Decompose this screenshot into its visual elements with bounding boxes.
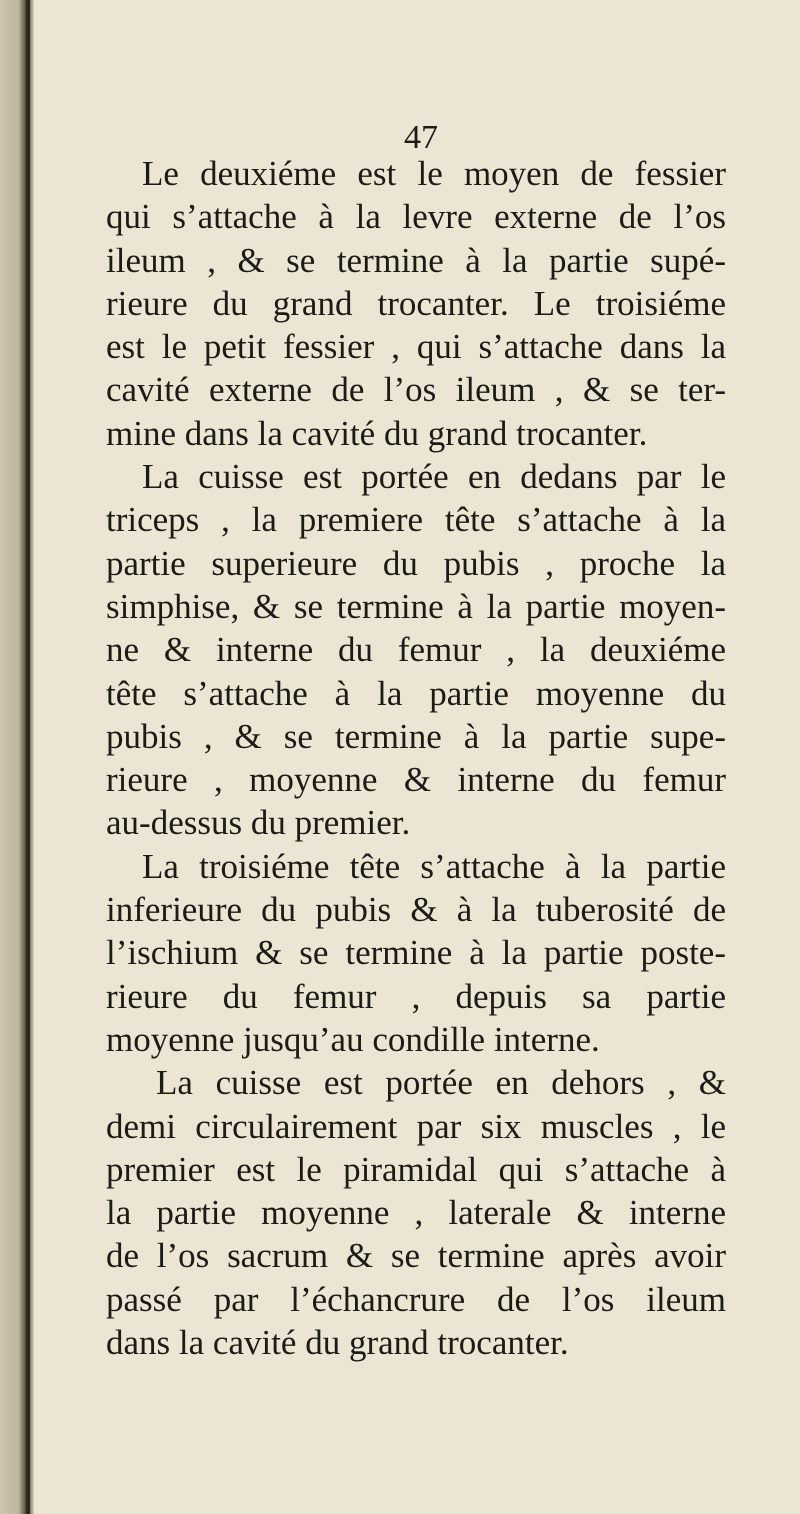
text-line: ne & interne du femur , la deuxiéme <box>106 630 726 670</box>
paragraph <box>106 1061 726 1364</box>
text-line: La troisiéme tête s’attache à la partie <box>142 846 726 886</box>
text-line: La cuisse est portée en dedans par le <box>142 457 726 497</box>
text-line: La cuisse est portée en dehors , & <box>156 1063 726 1103</box>
spine-edge <box>26 0 30 1514</box>
text-line: simphise, & se termine à la partie moyen- <box>106 586 726 626</box>
text-line: dans la cavité du grand trocanter. <box>106 1323 569 1363</box>
text-line: ileum , & se termine à la partie supé- <box>106 240 726 280</box>
text-line: au-dessus du premier. <box>106 803 411 843</box>
text-line: inferieure du pubis & à la tuberosité de <box>106 890 726 930</box>
page-number: 47 <box>404 119 438 156</box>
text-line: passé par l’échancrure de l’os ileum <box>106 1279 726 1319</box>
text-line: premier est le piramidal qui s’attache à <box>106 1149 726 1189</box>
text-line: rieure du femur , depuis sa partie <box>106 976 726 1016</box>
text-line: pubis , & se termine à la partie supe- <box>106 716 726 756</box>
body-text <box>106 152 726 1364</box>
text-line: tête s’attache à la partie moyenne du <box>106 673 726 713</box>
text-line: de l’os sacrum & se termine après avoir <box>106 1236 726 1276</box>
text-line: qui s’attache à la levre externe de l’os <box>106 197 726 237</box>
text-line: la partie moyenne , laterale & interne <box>106 1193 726 1233</box>
text-line: rieure , moyenne & interne du femur <box>106 760 726 800</box>
text-line: Le deuxiéme est le moyen de fessier <box>142 154 726 193</box>
text-line: moyenne jusqu’au condille interne. <box>106 1019 600 1059</box>
text-line: triceps , la premiere tête s’attache à la <box>106 500 726 540</box>
text-line: mine dans la cavité du grand trocanter. <box>106 413 648 453</box>
paragraph <box>106 152 726 455</box>
text-line: est le petit fessier , qui s’attache dans la <box>106 327 726 367</box>
paragraph <box>106 845 726 1061</box>
text-line: demi circulairement par six muscles , le <box>106 1106 726 1146</box>
text-line: partie superieure du pubis , proche la <box>106 543 726 583</box>
text-line: cavité externe de l’os ileum , & se ter- <box>106 370 726 410</box>
paragraph <box>106 455 726 845</box>
text-line: rieure du grand trocanter. Le troisiéme <box>106 283 726 323</box>
text-line: l’ischium & se termine à la partie poste- <box>106 933 726 973</box>
